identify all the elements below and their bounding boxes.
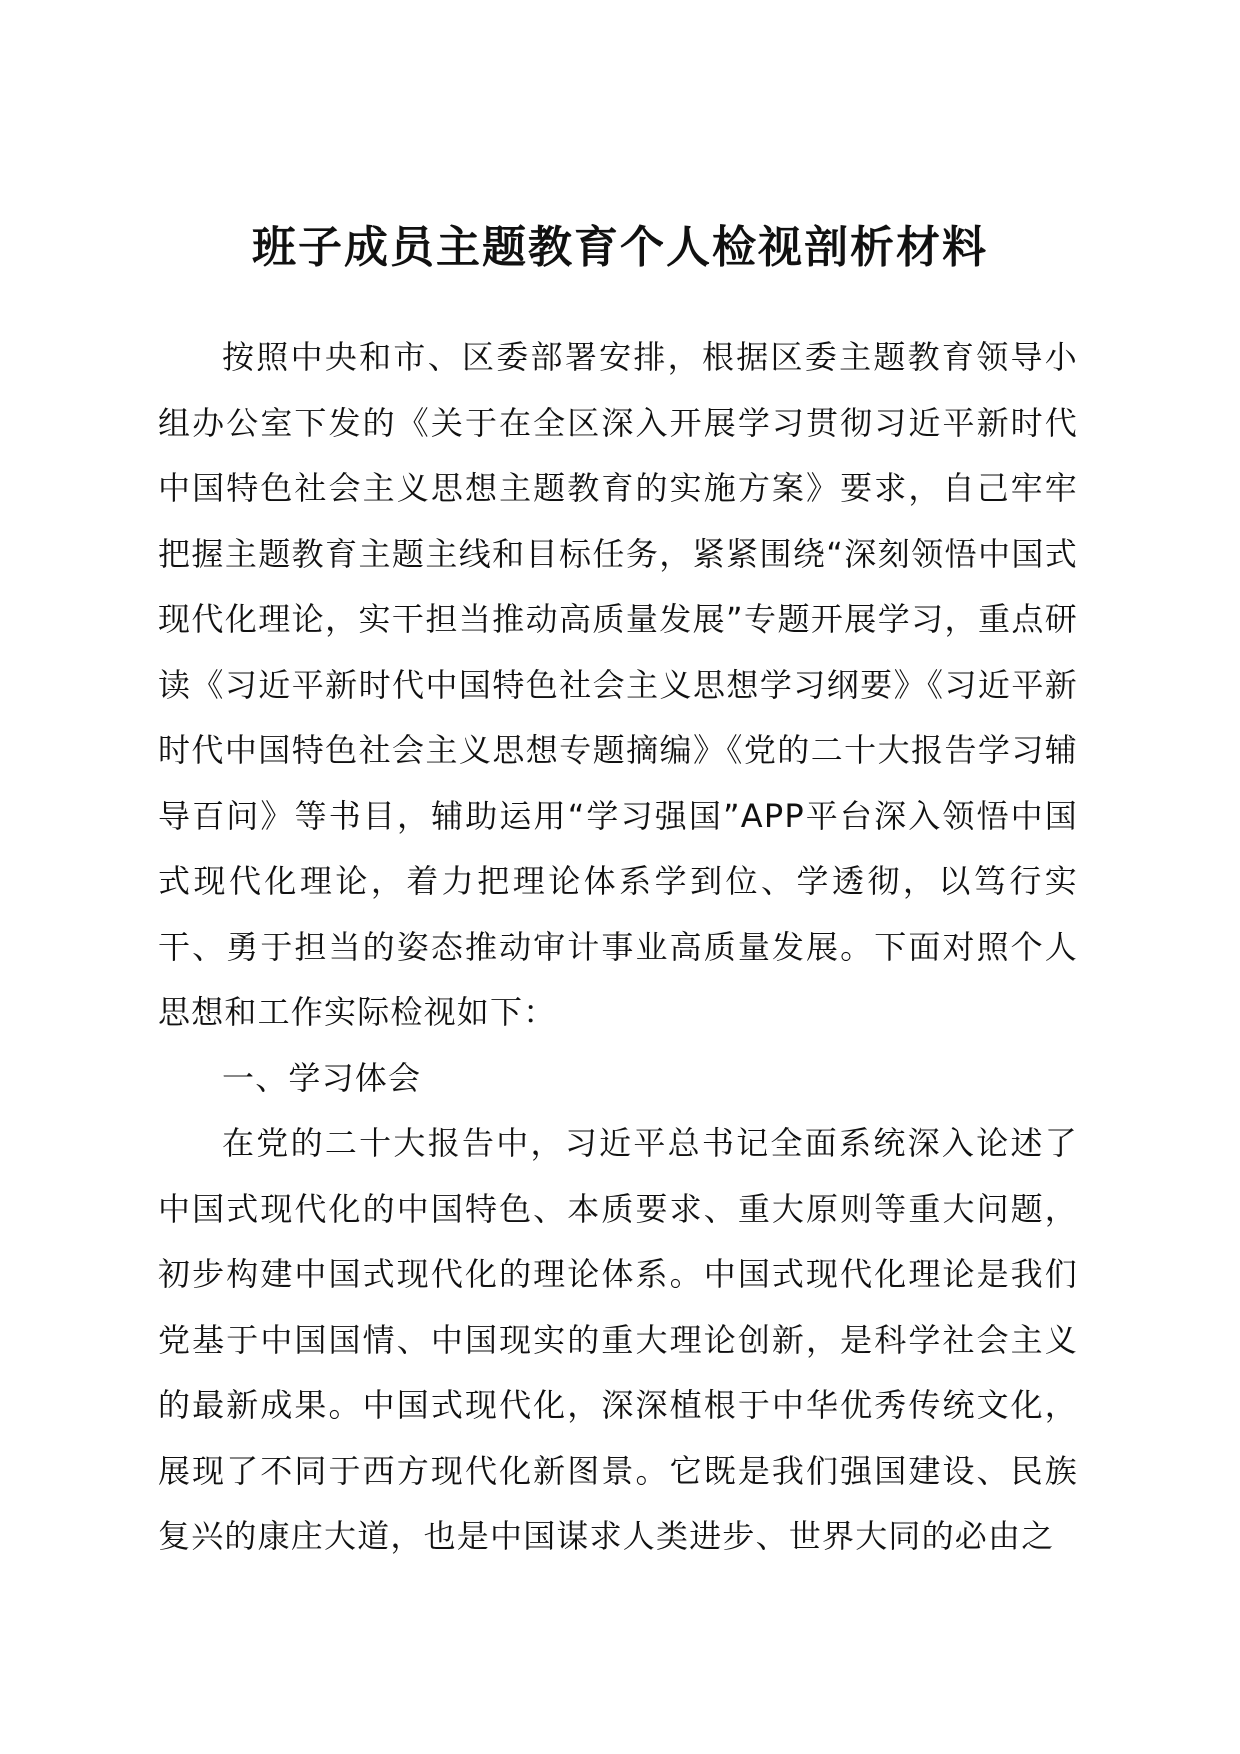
intro-paragraph: 按照中央和市、区委部署安排，根据区委主题教育领导小组办公室下发的《关于在全区深入开展学习贯彻习近平新时代中国特色社会主义思想主题教育的实施方案》要求，自己牢牢把握主题教育主题主线和目标任务，紧紧围绕“深刻领悟中国式现代化理论，实干担当推动高质量发展”专题开展学习，重点研读《习近平新时代中国特色社会主义思想学习纲要》《习近平新时代中国特色社会主义思想专题摘编》《党的二十大报告学习辅导百问》等书目，辅助运用“学习强国”APP平台深入领悟中国式现代化理论，着力把理论体系学到位、学透彻，以笃行实干、勇于担当的姿态推动审计事业高质量发展。下面对照个人思想和工作实际检视如下：	[158, 338, 1078, 1031]
document-title: 班子成员主题教育个人检视剖析材料	[252, 222, 988, 273]
section-heading-study-experience: 一、学习体会	[222, 1058, 422, 1097]
document-body	[158, 325, 1078, 1570]
section-paragraph: 在党的二十大报告中，习近平总书记全面系统深入论述了中国式现代化的中国特色、本质要求、重大原则等重大问题，初步构建中国式现代化的理论体系。中国式现代化理论是我们党基于中国国情、中国现实的重大理论创新，是科学社会主义的最新成果。中国式现代化，深深植根于中华优秀传统文化，展现了不同于西方现代化新图景。它既是我们强国建设、民族复兴的康庄大道，也是中国谋求人类进步、世界大同的必由之	[158, 1124, 1078, 1555]
